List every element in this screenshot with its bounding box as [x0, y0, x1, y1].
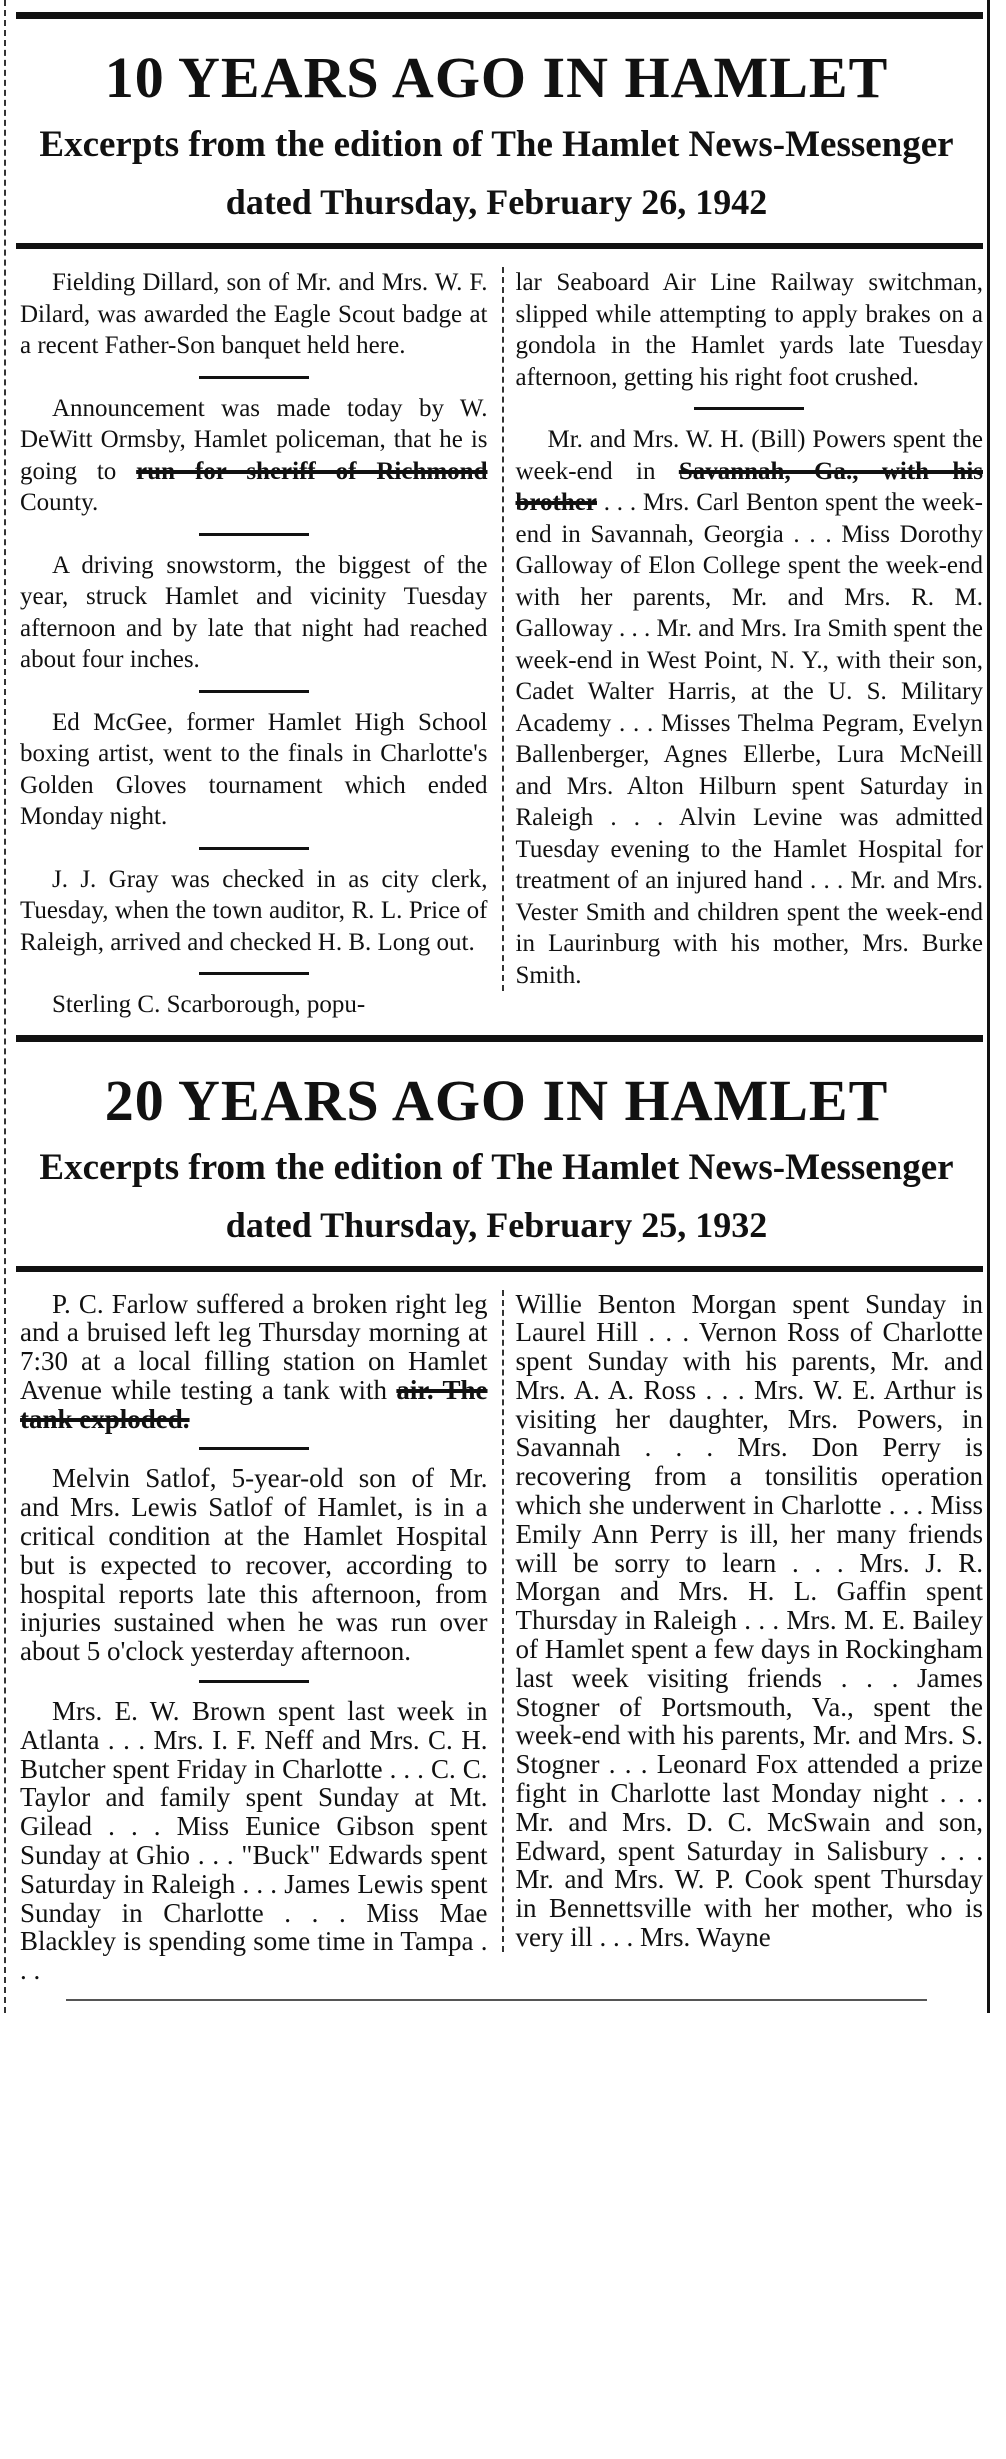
paragraph-text: Willie Benton Morgan spent Sunday in Laurel Hill . . . Vernon Ross of Charlotte spent Sunday with his parents, Mr. and Mrs. A. A. Ross . . . Mrs. W. E. Arthur is visiting her daughter, Mrs. Powers, in Savannah . . . Mrs. Don Perry is recovering from a tonsilitis operation which she underwent in Charlotte . . . Miss Emily Ann Perry is ill, her many friends will be sorry to learn . . . Mrs. J. R. Morgan and Mrs. H. L. Gaffin spent Thursday in Raleigh . . . Mrs. M. E. Bailey of Hamlet spent a few days in Rockingham last week visiting friends . . . James Stogner of Portsmouth, Va., spent the week-end with his parents, Mr. and Mrs. S. Stogner . . . Leonard Fox attended a prize fight in Charlotte last Monday night . . . Mr. and Mrs. D. C. McSwain and son, Edward, spent Saturday in Salisbury . . . Mr. and Mrs. W. P. Cook spent Thursday in Bennettsville with her mother, who is very ill . . . Mrs. Wayne — [515, 1288, 983, 1953]
separator-rule — [199, 847, 309, 850]
separator-rule — [199, 690, 309, 693]
paragraph-text: Announcement was made today by W. DeWitt Ormsby, Hamlet policeman, that he is going to — [20, 394, 488, 485]
struck-through-text: air. The tank exploded. — [20, 1374, 488, 1434]
article-paragraph — [20, 267, 488, 362]
clipping — [4, 0, 990, 2013]
subtitle-1932: Excerpts from the edition of The Hamlet News-Messenger — [39, 1146, 954, 1188]
article-paragraph — [20, 707, 488, 833]
header-rule-1932 — [16, 1266, 983, 1272]
article-paragraph — [20, 393, 488, 519]
article-paragraph — [20, 1697, 488, 1985]
subtitle-1942: Excerpts from the edition of The Hamlet News-Messenger — [39, 124, 954, 165]
separator-rule — [199, 376, 309, 379]
header-rule-1942 — [16, 243, 983, 249]
separator-rule — [199, 533, 309, 536]
section-rule — [16, 1035, 983, 1042]
article-paragraph — [20, 864, 488, 959]
column-right-1932 — [502, 1290, 984, 1952]
paragraph-text: Fielding Dillard, son of Mr. and Mrs. W. F. Dilard, was awarded the Eagle Scout badge at a recent Father-Son banquet held here. — [20, 269, 488, 359]
section-1932 — [6, 1066, 987, 1986]
section-1942 — [6, 43, 987, 1021]
column-left-1932 — [20, 1290, 502, 1986]
article-paragraph — [20, 1290, 488, 1434]
columns-1932 — [20, 1290, 983, 1986]
columns-1942 — [20, 267, 983, 1021]
column-right-1942 — [502, 267, 984, 991]
article-paragraph — [516, 1290, 984, 1952]
top-rule — [16, 12, 983, 19]
article-paragraph — [516, 424, 984, 991]
bottom-rule — [66, 1999, 927, 2001]
article-paragraph — [20, 550, 488, 676]
paragraph-text: Mr. and Mrs. W. H. (Bill) Powers spent the week-end in — [515, 426, 983, 485]
dateline-1932: dated Thursday, February 25, 1932 — [225, 1204, 768, 1245]
paragraph-text: Mrs. E. W. Brown spent last week in Atlanta . . . Mrs. I. F. Neff and Mrs. C. H. Butcher spent Friday in Charlotte . . . C. C. Taylor and family spent Sunday at Mt. Gilead . . . Miss Eunice Gibson spent Sunday at Ghio . . . "Buck" Edwards spent Saturday in Raleigh . . . James Lewis spent Sunday in Charlotte . . . Miss Mae Blackley is spending some time in Tampa . . . — [20, 1696, 488, 1986]
paragraph-text: J. J. Gray was checked in as city clerk, Tuesday, when the town auditor, R. L. Price of Raleigh, arrived and checked H. B. Long out. — [20, 865, 488, 956]
headline-1942: 10 YEARS AGO IN HAMLET — [104, 45, 889, 110]
article-paragraph — [20, 989, 488, 1021]
paragraph-text: County. — [20, 489, 99, 516]
column-left-1942 — [20, 267, 502, 1021]
paragraph-text: lar Seaboard Air Line Railway switchman, slipped while attempting to apply brakes on a gondola in the Hamlet yards late Tuesday afternoon, getting his right foot crushed. — [515, 269, 983, 391]
separator-rule — [199, 1680, 309, 1683]
article-paragraph — [20, 1464, 488, 1666]
separator-rule — [199, 972, 309, 975]
paragraph-text: Melvin Satlof, 5-year-old son of Mr. and Mrs. Lewis Satlof of Hamlet, is in a critical condition at the Hamlet Hospital but is expected to recover, according to hospital reports late this afternoon, from injuries sustained when he was run over about 5 o'clock yesterday afternoon. — [20, 1463, 488, 1667]
struck-through-text: run for sheriff of Richmond — [136, 457, 488, 485]
dateline-1942: dated Thursday, February 26, 1942 — [225, 182, 768, 222]
article-paragraph — [516, 267, 984, 393]
headline-1932: 20 YEARS AGO IN HAMLET — [104, 1067, 889, 1133]
paragraph-text: Sterling C. Scarborough, popu- — [52, 991, 366, 1018]
struck-through-text: Savannah, Ga., with his brother — [515, 457, 983, 516]
paragraph-text: P. C. Farlow suffered a broken right leg and a bruised left leg Thursday morning at 7:30 at a local filling station on Hamlet Avenue while testing a tank with — [20, 1288, 488, 1405]
separator-rule — [694, 407, 804, 410]
paragraph-text: Ed McGee, former Hamlet High School boxing artist, went to the finals in Charlotte's Golden Gloves tournament which ended Monday night. — [20, 708, 488, 830]
separator-rule — [199, 1447, 309, 1450]
paragraph-text: . . . Mrs. Carl Benton spent the week-end in Savannah, Georgia . . . Miss Dorothy Galloway of Elon College spent the week-end with her parents, Mr. and Mrs. R. M. Galloway . . . Mr. and Mrs. Ira Smith spent the week-end in West Point, N. Y., with their son, Cadet Walter Harris, at the U. S. Military Academy . . . Misses Thelma Pegram, Evelyn Ballenberger, Agnes Ellerbe, Lura McNeill and Mrs. Alton Hilburn spent Saturday in Raleigh . . . Alvin Levine was admitted Tuesday evening to the Hamlet Hospital for treatment of an injured hand . . . Mr. and Mrs. Vester Smith and children spent the week-end in Laurinburg with his mother, Mrs. Burke Smith. — [515, 489, 983, 989]
paragraph-text: A driving snowstorm, the biggest of the year, struck Hamlet and vicinity Tuesday afternoon and by late that night had reached about four inches. — [20, 551, 488, 673]
